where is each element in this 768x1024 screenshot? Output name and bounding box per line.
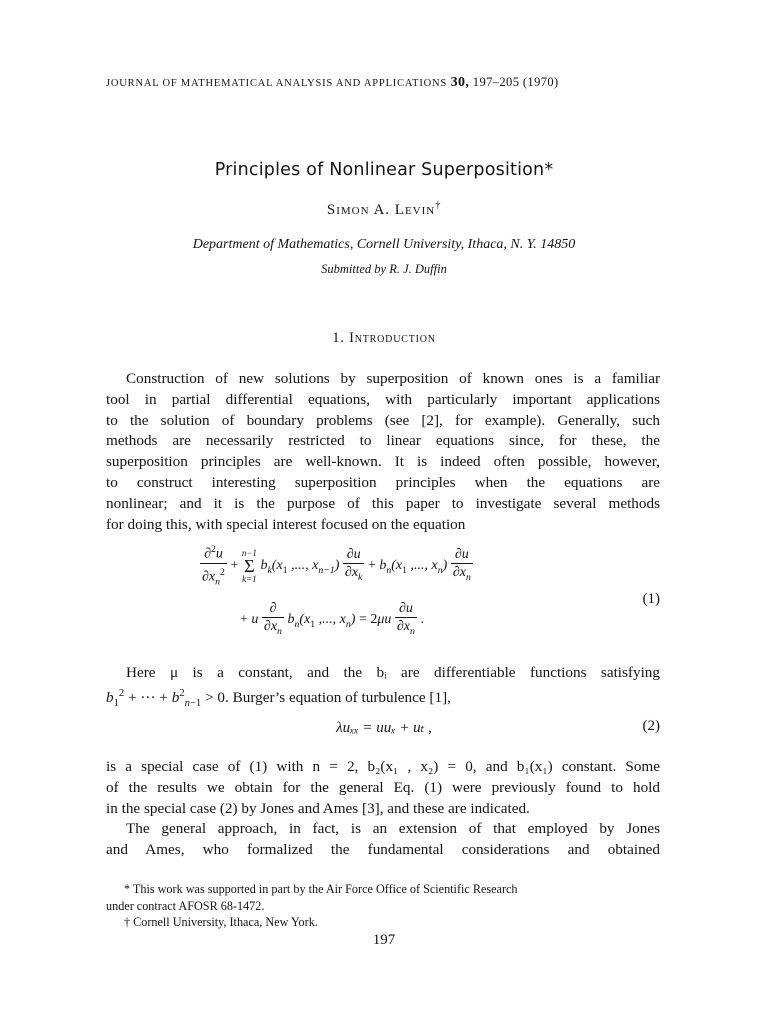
paragraph-line: The general approach, in fact, is an extension of that employed by Jones xyxy=(126,820,660,838)
paragraph-line: tool in partial differential equations, with particularly important applications xyxy=(106,390,660,408)
journal-name: JOURNAL OF MATHEMATICAL ANALYSIS AND APPLICATIONS xyxy=(106,78,448,89)
paragraph-line: to the solution of boundary problems (see [2], for example). Generally, such xyxy=(106,411,660,429)
author-name: Simon A. Levin xyxy=(326,202,436,218)
paragraph-two xyxy=(106,663,660,715)
author-footnote-mark: † xyxy=(435,200,442,211)
section-heading xyxy=(0,330,768,347)
paragraph-line: for doing this, with special interest focused on the equation xyxy=(106,515,466,533)
equation-1-line-1: $\frac{\partial^2u}{\partial x_n^2}$ + n−1 Σ k=1 $b_k(x_1$ ,..., $x_{n-1}$) $\frac{\partial u}{\partial x_k}$ + $b_n(x_1$ ,..., $x_n$) $\frac{\partial u}{\partial x_n}$ xyxy=(200,541,620,591)
paragraph-line: is a special case of (1) with n = 2, b₂(x₁ , x₂) = 0, and b₁(x₁) constant. Some xyxy=(106,758,660,775)
submitted-by: Submitted by R. J. Duffin xyxy=(321,262,447,276)
paragraph-line: Here μ is a constant, and the bᵢ are differentiable functions satisfying xyxy=(126,664,660,681)
intro-paragraph xyxy=(106,369,660,535)
paper-title: Principles of Nonlinear Superposition* xyxy=(214,160,554,180)
section-number: 1. xyxy=(332,330,345,346)
running-head xyxy=(106,75,666,91)
paragraph-line: to construct interesting superposition principles when the equations are xyxy=(106,473,660,491)
paragraph-line: nonlinear; and it is the purpose of this paper to investigate several methods xyxy=(106,494,660,512)
volume-number: 30, xyxy=(450,75,470,90)
page-range: 197–205 (1970) xyxy=(472,75,559,89)
footnotes xyxy=(106,881,660,931)
footnote-line: * This work was supported in part by the Air Force Office of Scientific Research xyxy=(124,882,518,896)
paragraph-line: methods are necessarily restricted to linear equations since, for these, the xyxy=(106,432,660,450)
paragraph-line: and Ames, who formalized the fundamental considerations and obtained xyxy=(106,841,660,859)
equation-2-number: (2) xyxy=(642,718,660,734)
paragraph-line: $b_1^2$ + ··· + $b^2_{n-1} > 0$. Burger’s equation of turbulence [1], xyxy=(106,687,451,709)
paragraph-three xyxy=(106,757,660,861)
footnote-line: under contract AFOSR 68-1472. xyxy=(106,898,265,913)
paragraph-line: Construction of new solutions by superposition of known ones is a familiar xyxy=(126,370,660,387)
equation-2: λuₓₓ = uuₓ + uₜ , xyxy=(336,720,432,736)
inequality-text: > 0. Burger’s equation of turbulence [1], xyxy=(205,688,451,706)
author-line xyxy=(0,200,768,219)
equation-1-number: (1) xyxy=(642,591,660,607)
footnote-line: † Cornell University, Ithaca, New York. xyxy=(124,915,318,929)
paragraph-line: of the results we obtain for the general Eq. (1) were previously found to hold xyxy=(106,778,660,796)
paragraph-line: in the special case (2) by Jones and Ames [3], and these are indicated. xyxy=(106,799,530,817)
paragraph-line: superposition principles are well-known. It is indeed often possible, however, xyxy=(106,453,660,471)
section-title: Introduction xyxy=(349,330,436,346)
affiliation: Department of Mathematics, Cornell University, Ithaca, N. Y. 14850 xyxy=(192,237,576,252)
equation-1-line-2: + u $\frac{\partial}{\partial x_n}$ $b_n(x_1$ ,..., $x_n) = 2\mu u$ $\frac{\partial u}{\partial x_n}$ . xyxy=(240,601,424,637)
page-number: 197 xyxy=(372,932,396,948)
